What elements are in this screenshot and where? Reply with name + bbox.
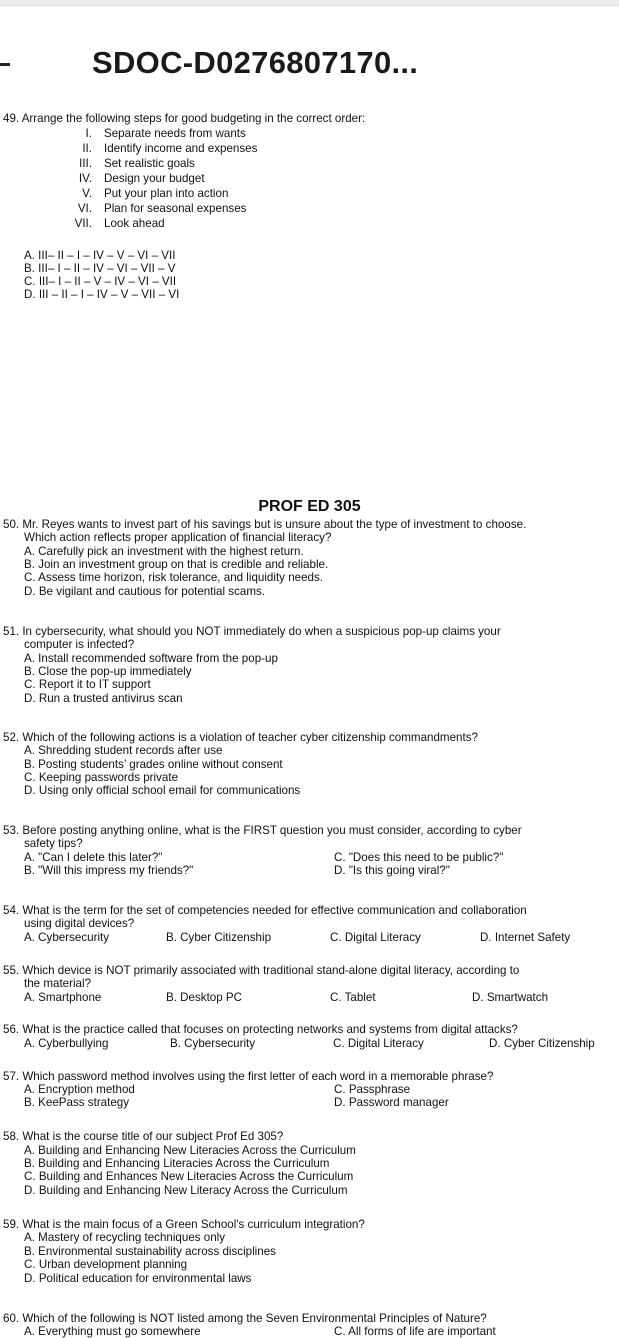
option-a: A. Carefully pick an investment with the highest return. (24, 545, 304, 558)
option-b: B. Cybersecurity (170, 1037, 256, 1050)
option-d: D. Run a trusted antivirus scan (24, 692, 183, 705)
status-strip (0, 0, 619, 7)
option-b: B. Desktop PC (166, 991, 243, 1004)
option-c: C. Keeping passwords private (24, 771, 179, 784)
option-a: A. Cybersecurity (24, 931, 110, 944)
option-b: B. "Will this impress my friends?" (24, 864, 194, 877)
question-51-stem: 51. In cybersecurity, what should you NOT immediately do when a suspicious pop-up claims your (3, 625, 501, 638)
question-60-stem: 60. Which of the following is NOT listed among the Seven Environmental Principles of Nature? (3, 1312, 487, 1325)
option-c: C. Building and Enhances New Literacies Across the Curriculum (24, 1170, 354, 1183)
option-c: C. Passphrase (334, 1083, 411, 1096)
option-a: A. Mastery of recycling techniques only (24, 1231, 226, 1244)
question-50-stem-cont: Which action reflects proper application of financial literacy? (24, 531, 332, 544)
option-c: C. All forms of life are important (334, 1325, 496, 1338)
question-56-stem: 56. What is the practice called that focuses on protecting networks and systems from digital attacks? (3, 1023, 518, 1036)
option-d: D. Internet Safety (480, 931, 571, 944)
question-55-stem: 55. Which device is NOT primarily associated with traditional stand-alone digital literacy, according to (3, 964, 520, 977)
option-b: B. Join an investment group on that is credible and reliable. (24, 558, 329, 571)
option-b: B. Cyber Citizenship (166, 931, 272, 944)
question-stem: 49. Arrange the following steps for good budgeting in the correct order: (3, 112, 366, 125)
back-arrow-icon[interactable] (0, 63, 10, 66)
option-d: D. Using only official school email for communications (24, 784, 301, 797)
option-d: D. "Is this going viral?" (334, 864, 450, 877)
question-59-stem: 59. What is the main focus of a Green School's curriculum integration? (3, 1218, 365, 1231)
option-d: D. III – II – I – IV – V – VII – VI (24, 288, 180, 301)
option-c: C. Urban development planning (24, 1258, 188, 1271)
question-57-stem: 57. Which password method involves using the first letter of each word in a memorable phrase? (3, 1070, 494, 1083)
option-d: D. Smartwatch (472, 991, 549, 1004)
question-58-stem: 58. What is the course title of our subject Prof Ed 305? (3, 1130, 284, 1143)
option-d: D. Cyber Citizenship (489, 1037, 595, 1050)
option-b: B. Posting students’ grades online without consent (24, 758, 283, 771)
question-52-stem: 52. Which of the following actions is a violation of teacher cyber citizenship commandments? (3, 731, 478, 744)
option-b: B. Close the pop-up immediately (24, 665, 192, 678)
option-b: B. Building and Enhancing Literacies Across the Curriculum (24, 1157, 330, 1170)
option-b: B. KeePass strategy (24, 1096, 130, 1109)
question-50-stem: 50. Mr. Reyes wants to invest part of his savings but is unsure about the type of investment to choose. (3, 518, 527, 531)
option-a: A. Encryption method (24, 1083, 135, 1096)
option-b: B. Environmental sustainability across disciplines (24, 1245, 276, 1258)
option-a: A. III– II – I – IV – V – VI – VII (24, 249, 176, 262)
option-d: D. Political education for environmental laws (24, 1272, 252, 1285)
option-a: A. Install recommended software from the pop-up (24, 652, 278, 665)
section-title: PROF ED 305 (258, 498, 361, 515)
option-d: D. Be vigilant and cautious for potential scams. (24, 585, 266, 598)
option-c: C. Tablet (330, 991, 376, 1004)
option-c: C. Digital Literacy (330, 931, 421, 944)
question-53-stem: 53. Before posting anything online, what is the FIRST question you must consider, according to cyber (3, 824, 522, 837)
option-c: C. Report it to IT support (24, 678, 151, 691)
option-a: A. "Can I delete this later?" (24, 851, 163, 864)
question-55-stem-cont: the material? (24, 977, 92, 990)
option-d: D. Password manager (334, 1096, 449, 1109)
question-54-stem: 54. What is the term for the set of competencies needed for effective communication and collaboration (3, 904, 527, 917)
option-c: C. "Does this need to be public?" (334, 851, 504, 864)
option-d: D. Building and Enhancing New Literacy Across the Curriculum (24, 1184, 348, 1197)
option-c: C. Assess time horizon, risk tolerance, and liquidity needs. (24, 571, 324, 584)
option-a: A. Everything must go somewhere (24, 1325, 201, 1338)
option-c: C. Digital Literacy (333, 1037, 424, 1050)
option-a: A. Smartphone (24, 991, 102, 1004)
option-a: A. Building and Enhancing New Literacies Across the Curriculum (24, 1144, 356, 1157)
option-b: B. III– I – II – IV – VI – VII – V (24, 262, 176, 275)
option-a: A. Shredding student records after use (24, 744, 223, 757)
document-title: SDOC-D0276807170... (92, 45, 419, 80)
question-49 (3, 112, 365, 125)
option-a: A. Cyberbullying (24, 1037, 109, 1050)
question-54-stem-cont: using digital devices? (24, 917, 135, 930)
option-c: C. III– I – II – V – IV – VI – VII (24, 275, 177, 288)
question-53-stem-cont: safety tips? (24, 837, 83, 850)
question-51-stem-cont: computer is infected? (24, 638, 135, 651)
document-header (0, 7, 619, 103)
